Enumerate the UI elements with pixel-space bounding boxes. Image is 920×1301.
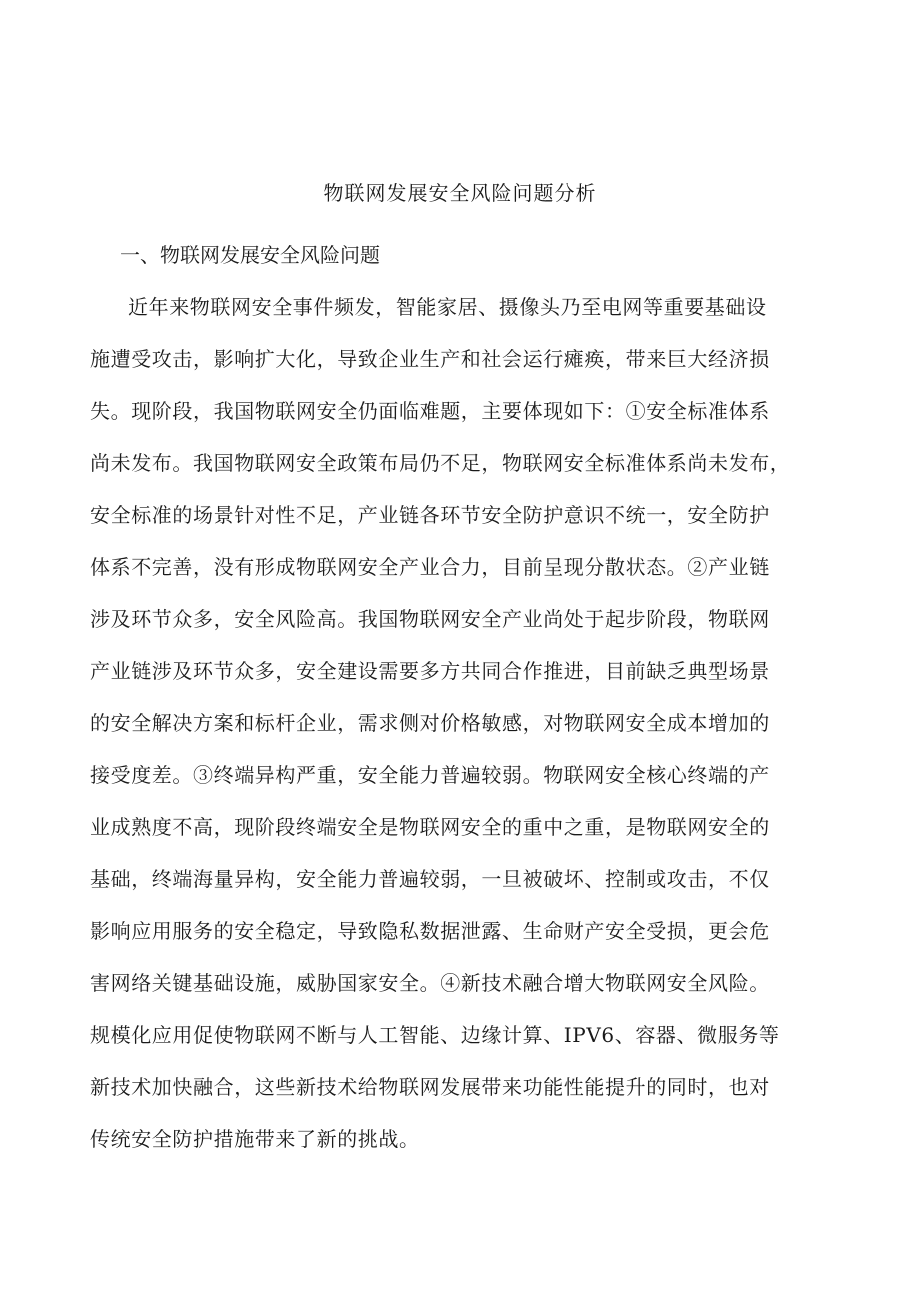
paragraph-line: 规模化应用促使物联网不断与人工智能、边缘计算、IPV6、容器、微服务等: [90, 1023, 780, 1047]
paragraph-line: 施遭受攻击，影响扩大化，导致企业生产和社会运行瘫痪，带来巨大经济损: [90, 347, 770, 371]
section-heading: 一、物联网发展安全风险问题: [120, 243, 380, 267]
paragraph-line: 传统安全防护措施带来了新的挑战。: [90, 1127, 420, 1151]
paragraph-line: 业成熟度不高，现阶段终端安全是物联网安全的重中之重，是物联网安全的: [90, 815, 770, 839]
paragraph-line: 体系不完善，没有形成物联网安全产业合力，目前呈现分散状态。②产业链: [90, 555, 770, 579]
paragraph-line: 尚未发布。我国物联网安全政策布局仍不足，物联网安全标准体系尚未发布，: [90, 451, 791, 475]
paragraph-line: 基础，终端海量异构，安全能力普遍较弱，一旦被破坏、控制或攻击，不仅: [90, 867, 770, 891]
paragraph-line: 涉及环节众多，安全风险高。我国物联网安全产业尚处于起步阶段，物联网: [90, 607, 770, 631]
paragraph-line: 失。现阶段，我国物联网安全仍面临难题，主要体现如下：①安全标准体系: [90, 399, 770, 423]
document-title: 物联网发展安全风险问题分析: [323, 181, 597, 205]
paragraph-line: 产业链涉及环节众多，安全建设需要多方共同合作推进，目前缺乏典型场景: [90, 659, 770, 683]
paragraph-line: 的安全解决方案和标杆企业，需求侧对价格敏感，对物联网安全成本增加的: [90, 711, 770, 735]
paragraph-line: 害网络关键基础设施，威胁国家安全。④新技术融合增大物联网安全风险。: [90, 971, 770, 995]
paragraph-line: 接受度差。③终端异构严重，安全能力普遍较弱。物联网安全核心终端的产: [90, 763, 770, 787]
paragraph-line: 近年来物联网安全事件频发，智能家居、摄像头乃至电网等重要基础设: [128, 295, 767, 319]
paragraph-line: 新技术加快融合，这些新技术给物联网发展带来功能性能提升的同时，也对: [90, 1075, 770, 1099]
paragraph-line: 影响应用服务的安全稳定，导致隐私数据泄露、生命财产安全受损，更会危: [90, 919, 770, 943]
paragraph-line: 安全标准的场景针对性不足，产业链各环节安全防护意识不统一，安全防护: [90, 503, 770, 527]
